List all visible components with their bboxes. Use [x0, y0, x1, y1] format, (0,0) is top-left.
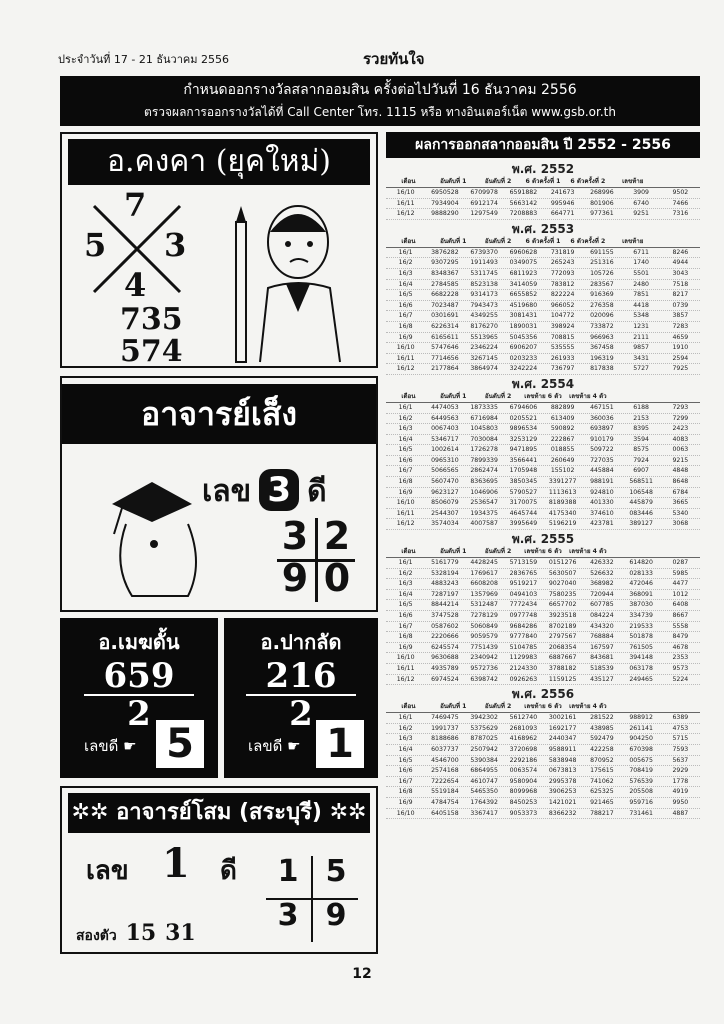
table-row: 16/6 7023487 7943473 4519680 966052 276358 4418 0739	[386, 301, 700, 312]
table-row: 16/9 4784754 1764392 8450253 1421021 921465 959716 9950	[386, 798, 700, 809]
seng-panel	[60, 376, 378, 612]
grid-tr: 5	[325, 854, 347, 889]
grid-bl: 3	[277, 898, 299, 933]
table-row: 16/2 1991737 5375629 2681093 1692177 438985 261141 4753	[386, 724, 700, 735]
seng-grid	[277, 514, 355, 602]
table-row: 16/7 7222654 4610747 9580904 2995378 741062 576539 1778	[386, 777, 700, 788]
year-heading: พ.ศ. 2555	[511, 532, 575, 547]
table-row: 16/2 6449563 6716984 0205521 613409 360036 2153 7299	[386, 414, 700, 425]
table-row: 16/9 6245574 7751439 5104785 2068354 167597 761505 4678	[386, 643, 700, 654]
paklad-num: 216	[246, 658, 356, 696]
kongka-num2: 574	[120, 334, 183, 369]
seng-title: อาจารย์เส็ง	[62, 384, 376, 444]
table-row: 16/1 3876282 6739370 6960628 731819 691155 6711 8246	[386, 248, 700, 259]
table-row: 16/12 9888290 1297549 7208883 664771 977361 9251 7316	[386, 209, 700, 220]
table-row: 16/12 2177864 3864974 3242224 736797 817838 5727 7925	[386, 364, 700, 375]
pointing-hand-icon: ☛	[123, 737, 137, 755]
year-heading: พ.ศ. 2553	[511, 221, 575, 236]
table-row: 16/5 1002614 1726278 9471895 018855 509722 8575 0063	[386, 445, 700, 456]
grid-tl: 3	[281, 514, 309, 558]
table-row: 16/7 0301691 4349255 3081431 104772 020096 5348 3857	[386, 311, 700, 322]
results-title: ผลการออกสลากออมสิน ปี 2552 - 2556	[386, 132, 700, 158]
table-row: 16/9 9623127 1046906 5790527 1113613 924810 106548 6784	[386, 488, 700, 499]
year-heading: พ.ศ. 2552	[511, 162, 575, 176]
pointing-hand-icon: ☛	[287, 737, 301, 755]
mascot-illustration	[92, 464, 210, 604]
kongka-title: อ.คงคา (ยุคใหม่)	[68, 139, 370, 185]
paklad-big: 1	[316, 720, 364, 768]
table-row: 16/4 6037737 2507942 3720698 9588911 422258 670398 7593	[386, 745, 700, 756]
kongka-num1: 735	[120, 302, 183, 337]
table-row: 16/11 2544307 1934375 4645744 4175340 374610 083446 5340	[386, 509, 700, 520]
paklad-panel	[224, 618, 378, 778]
table-row: 16/8 5607470 8363695 3850345 3391277 988191 568511 8648	[386, 477, 700, 488]
table-row: 16/3 8188686 8787025 4168962 2440347 592479 904250 5715	[386, 734, 700, 745]
teacher-illustration	[230, 192, 360, 364]
cross-left: 5	[84, 226, 107, 264]
seng-lek: เลข	[202, 474, 252, 509]
table-row: 16/3 0067403 1045803 9896534 590892 693897 8395 2423	[386, 424, 700, 435]
som-digit: 1	[162, 840, 190, 887]
table-header: เดือน อันดับที่ 1 อันดับที่ 2 เลขท้าย 6 ตัว เลขท้าย 4 ตัว	[386, 700, 700, 713]
table-row: 16/4 7287197 1357969 0494103 7580235 720944 368091 1012	[386, 590, 700, 601]
table-row: 16/5 8844214 5312487 7772434 6657702 607785 387030 6408	[386, 600, 700, 611]
table-row: 16/11 7934904 6912174 5663142 995946 801906 6740 7466	[386, 199, 700, 210]
cross-bottom: 4	[124, 266, 147, 304]
paklad-tail: เลขดี ☛	[248, 737, 301, 755]
som-panel	[60, 786, 378, 954]
paklad-sub: 2	[289, 694, 313, 734]
som-title: ✲✲ อาจารย์โสม (สระบุรี) ✲✲	[68, 793, 370, 833]
banner-line2: ตรวจผลการออกรางวัลได้ที่ Call Center โทร. 1115 หรือ ทางอินเตอร์เน็ต www.gsb.or.th	[144, 105, 616, 119]
table-header: เดือน อันดับที่ 1 อันดับที่ 2 6 ตัวครั้งที่ 1 6 ตัวครั้งที่ 2 เลขท้าย	[386, 235, 700, 248]
cross-top: 7	[124, 186, 147, 224]
table-row: 16/3 8348367 5311745 6811923 772093 105726 5501 3043	[386, 269, 700, 280]
table-row: 16/4 5346717 7030084 3253129 222867 910179 3594 4083	[386, 435, 700, 446]
seng-lucky	[202, 468, 327, 515]
table-row: 16/9 6165611 5513965 5045356 708815 966963 2111 4659	[386, 333, 700, 344]
table-row: 16/1 7469475 3942302 5612740 3002161 281522 988912 6389	[386, 713, 700, 724]
table-header: เดือน อันดับที่ 1 อันดับที่ 2 6 ตัวครั้งที่ 1 6 ตัวครั้งที่ 2 เลขท้าย	[386, 175, 700, 188]
grid-br: 0	[323, 556, 351, 600]
table-row: 16/6 2574168 6864955 0063574 0673813 175615 708419 2929	[386, 766, 700, 777]
table-row: 16/5 4546700 5390384 2292186 5838948 870952 005675 5637	[386, 756, 700, 767]
memdan-tail: เลขดี ☛	[84, 737, 137, 755]
som-di: ดี	[220, 856, 237, 886]
table-row: 16/6 3747528 7278129 0977748 3923518 084224 334739 8667	[386, 611, 700, 622]
memdan-title: อ.เมฆดั้น	[98, 630, 180, 654]
grid-tl: 1	[277, 854, 299, 889]
grid-bl: 9	[281, 556, 309, 600]
table-row: 16/12 6974524 6398742 0926263 1159125 435127 249465 5224	[386, 675, 700, 686]
table-row: 16/10 6405158 3367417 9053373 8366232 788217 731461 4887	[386, 809, 700, 820]
table-row: 16/7 5066565 2862474 1705948 155102 445884 6907 4848	[386, 466, 700, 477]
table-row: 16/10 8506079 2536547 3170075 8189388 401330 445879 3665	[386, 498, 700, 509]
draw-banner	[60, 76, 700, 126]
table-row: 16/10 5747646 2346224 6906207 535555 367458 9857 1910	[386, 343, 700, 354]
cross-right: 3	[164, 226, 187, 264]
brand-logo: รวยทันใจ	[363, 50, 425, 68]
table-row: 16/8 2220666 9059579 9777840 2797567 768884 501878 8479	[386, 632, 700, 643]
memdan-num: 659	[84, 658, 194, 696]
table-row: 16/2 9307295 1911493 0349075 265243 251316 1740 4944	[386, 258, 700, 269]
table-header: เดือน อันดับที่ 1 อันดับที่ 2 เลขท้าย 6 ตัว เลขท้าย 4 ตัว	[386, 390, 700, 403]
som-grid	[266, 856, 358, 942]
issue-header	[58, 50, 678, 70]
table-row: 16/8 5519184 5465350 8099968 3906253 625325 205508 4919	[386, 787, 700, 798]
table-row: 16/11 7714656 3267145 0203233 261933 196319 3431 2594	[386, 354, 700, 365]
results-body	[386, 160, 700, 819]
year-heading: พ.ศ. 2554	[511, 376, 575, 391]
table-row: 16/8 6226314 8176270 1890031 398924 733872 1231 7283	[386, 322, 700, 333]
paklad-title: อ.ปากลัด	[260, 630, 342, 654]
table-row: 16/6 0965310 7899339 3566441 260649 727035 7924 9215	[386, 456, 700, 467]
table-row: 16/3 4883243 6608208 9519217 9027040 368982 472046 4477	[386, 579, 700, 590]
som-lek: เลข	[86, 856, 129, 886]
memdan-panel	[60, 618, 218, 778]
table-row: 16/5 6682228 9314173 6655852 822224 916369 7851 8217	[386, 290, 700, 301]
seng-di: ดี	[307, 474, 327, 509]
results-table	[386, 132, 700, 954]
grid-tr: 2	[323, 514, 351, 558]
table-row: 16/1 5161779 4428245 5713159 0151276 426332 614820 0287	[386, 558, 700, 569]
page-number: 12	[352, 966, 372, 982]
table-row: 16/1 4474053 1873335 6794606 882899 467151 6188 7293	[386, 403, 700, 414]
year-heading: พ.ศ. 2556	[511, 687, 575, 702]
table-header: เดือน อันดับที่ 1 อันดับที่ 2 เลขท้าย 6 ตัว เลขท้าย 4 ตัว	[386, 545, 700, 558]
table-row: 16/11 4935789 9572736 2124330 3788182 518539 063178 9573	[386, 664, 700, 675]
som-two: สองตัว 15 31	[76, 920, 196, 946]
memdan-big: 5	[156, 720, 204, 768]
banner-line1: กำหนดออกรางวัลสลากออมสิน ครั้งต่อไปวันที่ 16 ธันวาคม 2556	[183, 82, 577, 98]
issue-date: ประจำวันที่ 17 - 21 ธันวาคม 2556	[58, 53, 230, 66]
table-row: 16/4 2784585 8523138 3414059 783812 283567 2480 7518	[386, 280, 700, 291]
table-row: 16/7 0587602 5060849 9684286 8702189 434320 219533 5558	[386, 622, 700, 633]
grid-br: 9	[325, 898, 347, 933]
kongka-panel	[60, 132, 378, 368]
kongka-cross	[82, 186, 192, 304]
table-row: 16/12 3574034 4007587 3995649 5196219 423781 389127 3068	[386, 519, 700, 530]
table-row: 16/10 6950528 6709978 6591882 241673 268996 3909 9502	[386, 188, 700, 199]
table-row: 16/10 9630688 2340942 1129983 6887667 843681 394148 2353	[386, 653, 700, 664]
table-row: 16/2 5328194 1769617 2836765 5630507 526632 028133 5985	[386, 569, 700, 580]
memdan-sub: 2	[127, 694, 151, 734]
seng-digit: 3	[259, 469, 299, 511]
